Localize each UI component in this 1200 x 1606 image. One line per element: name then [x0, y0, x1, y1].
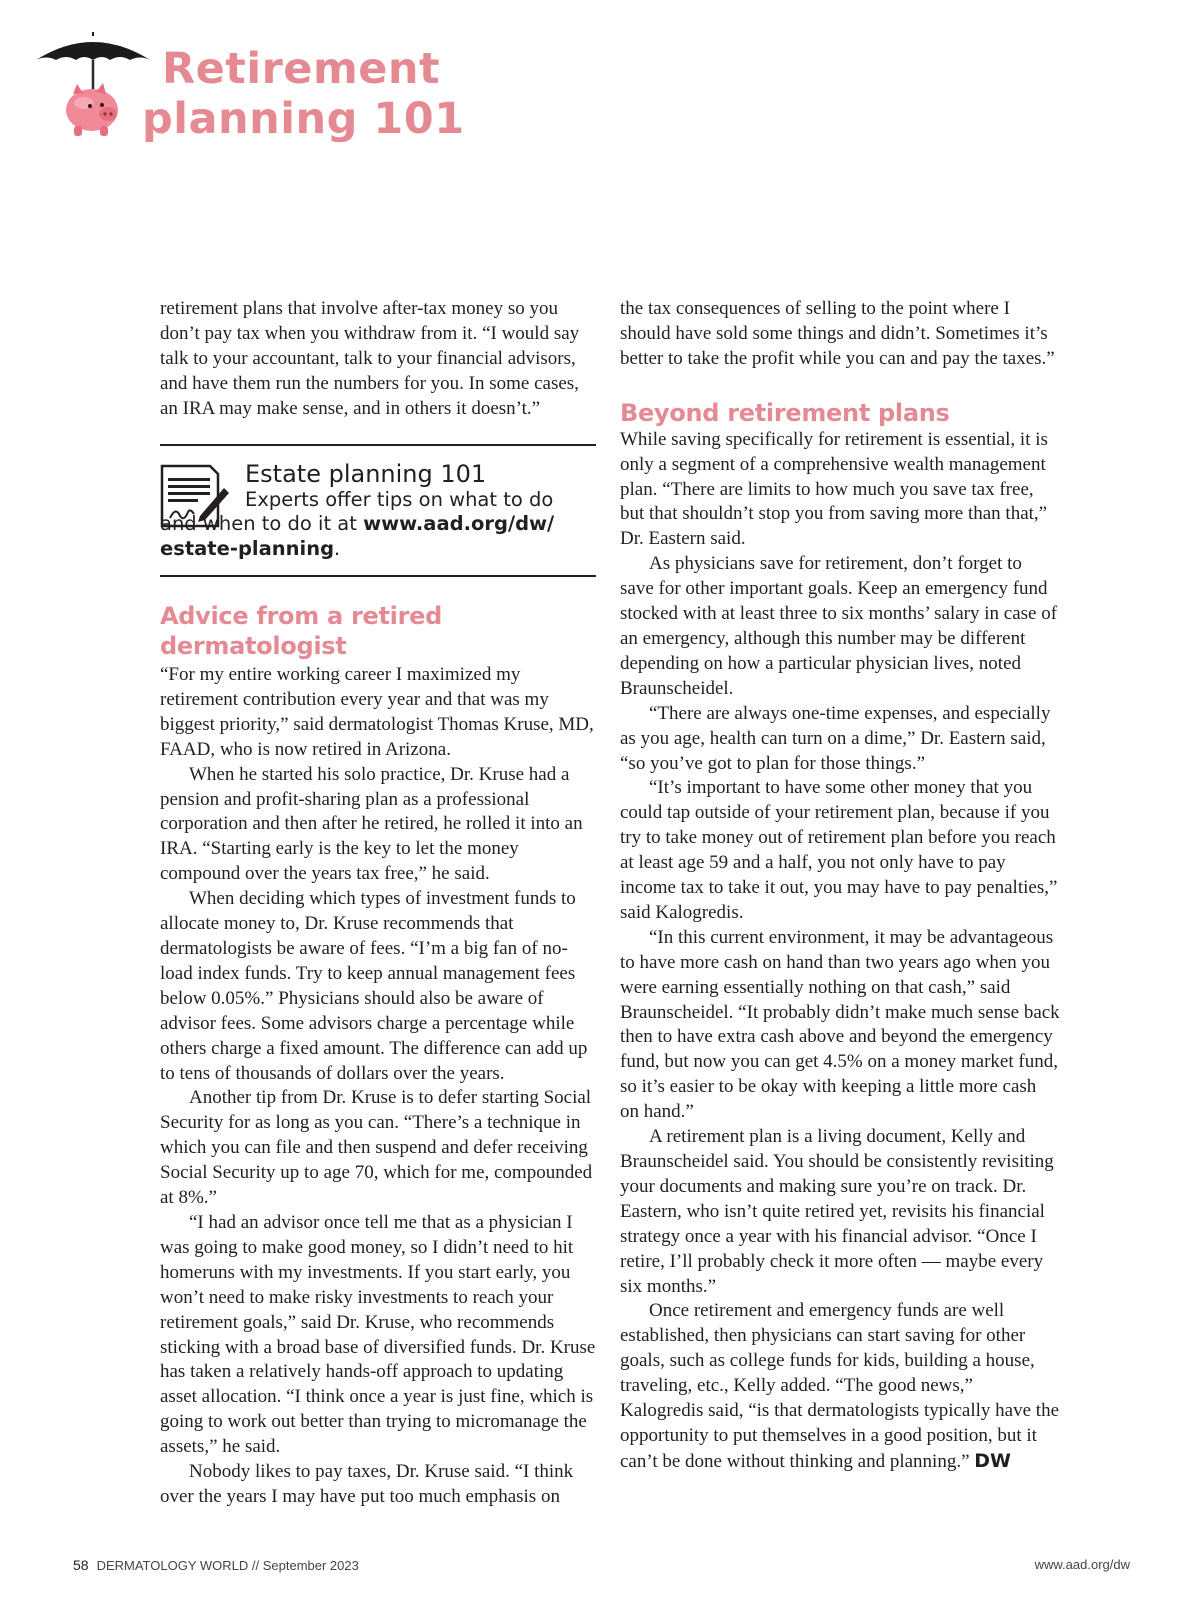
footer-folio [73, 1557, 359, 1573]
paragraph [620, 1299, 1060, 1474]
paragraph: While saving specifically for retirement is essential, it is only a segment of a comprehensive wealth management plan. “There are limits to how much you save tax free, but that shouldn’t stop you from saving more than that,” Dr. Eastern said. [620, 428, 1048, 550]
paragraph: When he started his solo practice, Dr. Kruse had a pension and profit-sharing plan as a professional corporation and then after he retired, he rolled it into an IRA. “Starting early is the key to let the money compound over the years tax free,” he said. [160, 763, 583, 885]
paragraph: Another tip from Dr. Kruse is to defer starting Social Security for as long as you can. “There’s a technique in which you can file and then suspend and defer receiving Social Security up to age 70, which for me, compounded at 8%.” [160, 1087, 593, 1209]
paragraph: retirement plans that involve after-tax money so you don’t pay tax when you withdraw from it. “I would say talk to your accountant, talk to your financial advisors, and have them run the numbers for you. In some cases, an IRA may make sense, and in others it doesn’t.” [160, 298, 580, 419]
paragraph: the tax consequences of selling to the point where I should have sold some things and didn’t. Sometimes it’s better to take the profit while you can and pay the taxes.” [620, 298, 1055, 369]
publication-name: DERMATOLOGY WORLD // September 2023 [96, 1558, 359, 1573]
paragraph: Nobody likes to pay taxes, Dr. Kruse said. “I think over the years I may have put too much emphasis on [160, 1461, 574, 1507]
page-number: 58 [73, 1557, 89, 1573]
callout-title: Estate planning 101 [245, 459, 487, 488]
page-title-line2: planning 101 [142, 94, 465, 144]
callout-text-prefix: Experts offer tips on what to do and when to do it at [160, 487, 554, 536]
paragraph: “I had an advisor once tell me that as a physician I was going to make good money, so I didn’t need to hit homeruns with my investments. If you start early, you won’t need to make risky investments to reach your retirement goals,” said Dr. Kruse, who recommends sticking with a broad base of diversified funds. Dr. Kruse has taken a relatively hands-off approach to updating asset allocation. “I think once a year is just fine, which is going to work out better than trying to micromanage the assets,” he said. [160, 1211, 596, 1458]
page-title [142, 44, 465, 144]
paragraph: A retirement plan is a living document, Kelly and Braunscheidel said. You should be consistently revisiting your documents and making sure you’re on track. Dr. Eastern, who isn’t quite retired yet, revisits his financial strategy once a year with his financial advisor. “Once I retire, I’ll probably check it more often — maybe every six months.” [620, 1126, 1054, 1297]
signed-document-icon [160, 462, 230, 530]
paragraph: As physicians save for retirement, don’t forget to save for other important goals. Keep an emergency fund stocked with at least three to six months’ salary in case of an emergency, although this number may be different depending on how a particular physician lives, noted Braunscheidel. [620, 553, 1058, 699]
left-column [160, 297, 596, 1510]
paragraph: “For my entire working career I maximized my retirement contribution every year and that was my biggest priority,” said dermatologist Thomas Kruse, MD, FAAD, who is now retired in Arizona. [160, 664, 594, 760]
paragraph: “There are always one-time expenses, and especially as you age, health can turn on a dime,” Dr. Eastern said, “so you’ve got to plan for those things.” [620, 702, 1051, 774]
page-title-line1: Retirement [162, 44, 441, 94]
estate-planning-link[interactable]: www.aad.org/dw/ estate-planning [160, 512, 555, 560]
right-column [620, 297, 1060, 1475]
article-end-mark: DW [974, 1449, 1011, 1472]
umbrella-piggy-bank-icon [32, 30, 154, 140]
paragraph: “In this current environment, it may be advantageous to have more cash on hand than two years ago when you were earning essentially nothing on that cash,” said Braunscheidel. “It probably didn’t make much sense back then to have extra cash above and beyond the emergency fund, but now you can get 4.5% on a money market fund, so it’s easier to be okay with keeping a little more cash on hand.” [620, 926, 1060, 1123]
section-heading: Advice from a retired dermatologist [160, 602, 442, 661]
paragraph: When deciding which types of investment funds to allocate money to, Dr. Kruse recommends that dermatologists be aware of fees. “I’m a big fan of no-load index funds. Try to keep annual management fees below 0.05%.” Physicians should also be aware of advisor fees. Some advisors charge a percentage while others charge a fixed amount. The difference can add up to tens of thousands of dollars over the years. [160, 888, 588, 1084]
estate-planning-callout [160, 444, 596, 578]
callout-text-suffix: . [334, 536, 341, 560]
footer-url[interactable]: www.aad.org/dw [1034, 1557, 1130, 1572]
paragraph-text: Once retirement and emergency funds are well established, then physicians can start saving for other goals, such as college funds for kids, building a house, traveling, etc., Kelly added. “The good news,” Kalogredis said, “is that dermatologists typically have the opportunity to put themselves in a good position, but it can’t be done without thinking and planning.” [620, 1300, 1060, 1472]
section-heading: Beyond retirement plans [620, 398, 950, 427]
paragraph: “It’s important to have some other money that you could tap outside of your retirement plan, because if you try to take money out of retirement plan before you reach at least age 59 and a half, you not only have to pay income tax to take it out, you may have to pay penalties,” said Kalogredis. [620, 777, 1058, 923]
